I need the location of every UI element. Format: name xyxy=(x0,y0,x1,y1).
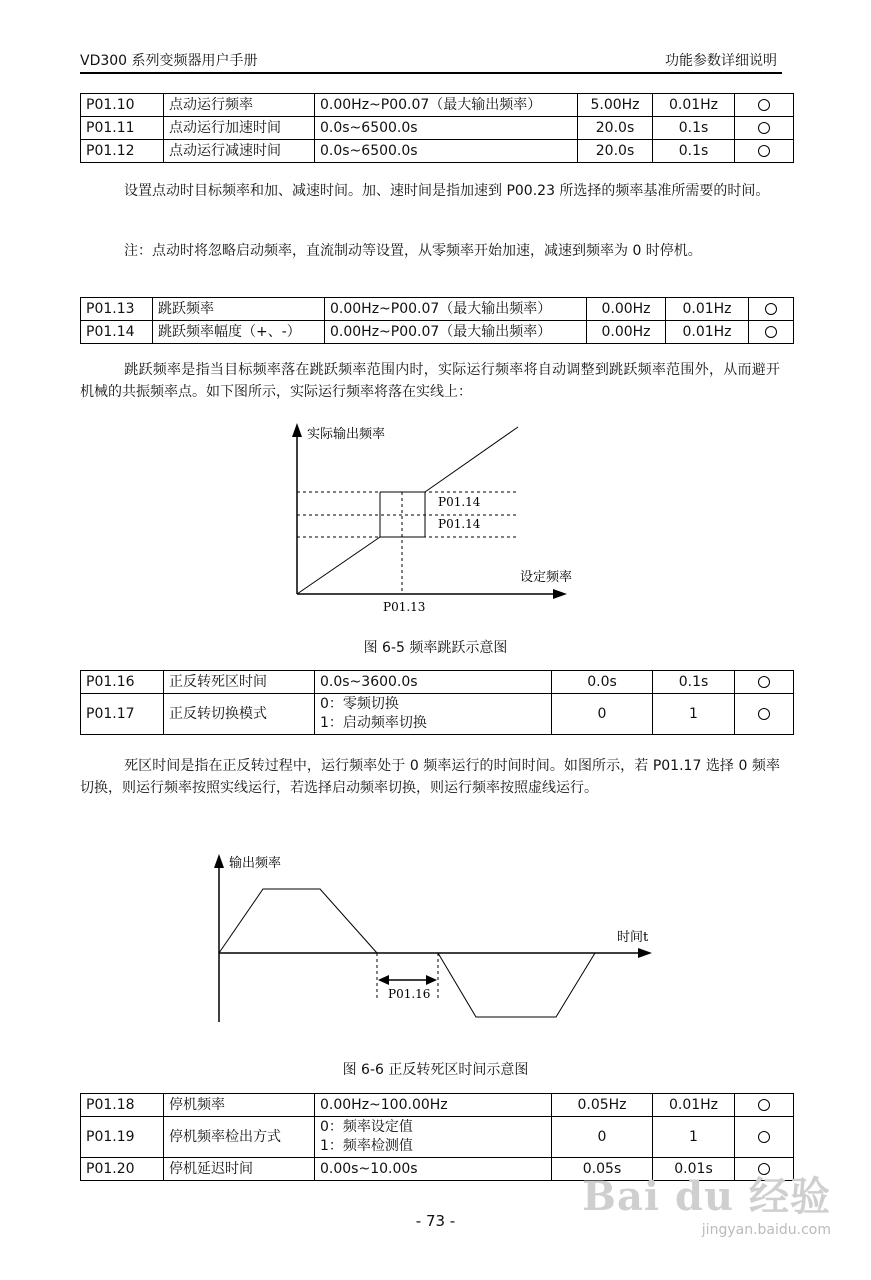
param-name: 停机频率 xyxy=(164,1094,315,1117)
paragraph-jog-desc: 设置点动时目标频率和加、减速时间。加、速时间是指加速到 P00.23 所选择的频率基准所需要的时间。 xyxy=(124,183,770,199)
param-unit: 0.01s xyxy=(653,1158,735,1181)
param-default: 0.00Hz xyxy=(587,298,666,321)
param-range: 0.0s~6500.0s xyxy=(315,117,578,140)
param-name: 正反转死区时间 xyxy=(164,671,315,694)
param-unit: 0.01Hz xyxy=(653,94,735,117)
paragraph-jog-note: 注：点动时将忽略启动频率，直流制动等设置，从零频率开始加速，减速到频率为 0 时停机。 xyxy=(124,243,702,259)
range-option: 1：启动频率切换 xyxy=(320,715,427,731)
table-row xyxy=(81,1117,794,1158)
param-name: 停机频率检出方式 xyxy=(164,1117,315,1158)
table-row xyxy=(81,694,794,735)
param-default: 0 xyxy=(552,694,653,735)
fig1-band-label-lower: P01.14 xyxy=(438,517,481,531)
param-range: 0.00Hz~P00.07（最大输出频率） xyxy=(315,94,578,117)
param-default: 0.05Hz xyxy=(552,1094,653,1117)
param-default: 20.0s xyxy=(578,117,653,140)
watermark-logo: Bai du 经验 xyxy=(582,1173,831,1220)
param-range: 0.0s~3600.0s xyxy=(315,671,552,694)
param-unit: 1 xyxy=(653,694,735,735)
param-unit: 0.1s xyxy=(653,117,735,140)
fig2-ylabel: 输出频率 xyxy=(229,856,282,871)
param-range xyxy=(315,694,552,735)
range-option: 0：零频切换 xyxy=(320,696,399,712)
param-range: 0.00s~10.00s xyxy=(315,1158,552,1181)
param-range: 0.00Hz~100.00Hz xyxy=(315,1094,552,1117)
figure-caption-6-6: 图 6-6 正反转死区时间示意图 xyxy=(342,1062,529,1078)
param-code: P01.13 xyxy=(81,298,153,321)
param-code: P01.11 xyxy=(81,117,164,140)
table-row xyxy=(81,671,794,694)
output-line-lower xyxy=(297,537,380,594)
param-default: 0.0s xyxy=(552,671,653,694)
param-unit: 0.1s xyxy=(653,140,735,163)
param-name: 点动运行加速时间 xyxy=(164,117,315,140)
forward-run-curve xyxy=(219,889,377,953)
param-range: 0.00Hz~P00.07（最大输出频率） xyxy=(325,298,587,321)
param-name: 跳跃频率 xyxy=(153,298,325,321)
param-code: P01.19 xyxy=(81,1117,164,1158)
page-number: - 73 - xyxy=(415,1212,456,1230)
range-option: 1：频率检测值 xyxy=(320,1138,413,1154)
figure-caption-6-5: 图 6-5 频率跳跃示意图 xyxy=(363,640,508,656)
fig2-y-axis-arrow-icon xyxy=(214,854,224,868)
param-table-deadband xyxy=(80,670,794,735)
modifiable-circle-icon xyxy=(758,708,770,720)
param-name: 点动运行频率 xyxy=(164,94,315,117)
param-unit: 0.01Hz xyxy=(666,298,749,321)
param-default: 20.0s xyxy=(578,140,653,163)
param-range: 0.00Hz~P00.07（最大输出频率） xyxy=(325,321,587,344)
param-code: P01.14 xyxy=(81,321,153,344)
fig2-deadband-label: P01.16 xyxy=(388,987,431,1001)
modifiable-circle-icon xyxy=(758,676,770,688)
param-name: 跳跃频率幅度（+、-） xyxy=(153,321,325,344)
header-manual-title: VD300 系列变频器用户手册 xyxy=(80,53,258,69)
param-unit: 1 xyxy=(653,1117,735,1158)
deadband-right-arrow-icon xyxy=(426,975,437,985)
param-default: 0.00Hz xyxy=(587,321,666,344)
modifiable-circle-icon xyxy=(758,1131,770,1143)
param-default: 0 xyxy=(552,1117,653,1158)
param-default: 5.00Hz xyxy=(578,94,653,117)
param-code: P01.10 xyxy=(81,94,164,117)
fig2-xlabel: 时间t xyxy=(617,930,649,945)
param-code: P01.12 xyxy=(81,140,164,163)
param-name: 正反转切换模式 xyxy=(164,694,315,735)
param-code: P01.16 xyxy=(81,671,164,694)
param-range: 0.0s~6500.0s xyxy=(315,140,578,163)
paragraph-deadband-desc: 死区时间是指在正反转过程中，运行频率处于 0 频率运行的时间时间。如图所示，若 P01.17 选择 0 频率切换，则运行频率按照实线运行，若选择启动频率切换，则运行频率按照虚线运行。 xyxy=(80,758,780,796)
param-code: P01.20 xyxy=(81,1158,164,1181)
y-axis-arrow-icon xyxy=(292,423,302,437)
fig2-x-axis-arrow-icon xyxy=(638,948,652,958)
deadband-left-arrow-icon xyxy=(378,975,389,985)
param-unit: 0.01Hz xyxy=(666,321,749,344)
header-section-title: 功能参数详细说明 xyxy=(665,53,777,69)
output-line-upper xyxy=(425,427,518,492)
baidu-watermark xyxy=(582,1165,831,1238)
reverse-run-curve xyxy=(438,953,595,1017)
table-row xyxy=(81,1094,794,1117)
fig1-xtick: P01.13 xyxy=(383,600,426,614)
fig1-band-label-upper: P01.14 xyxy=(438,495,481,509)
param-name: 点动运行减速时间 xyxy=(164,140,315,163)
x-axis-arrow-icon xyxy=(553,589,567,599)
modifiable-circle-icon xyxy=(758,1099,770,1111)
fig1-ylabel: 实际输出频率 xyxy=(307,427,386,442)
param-range xyxy=(315,1117,552,1158)
param-name: 停机延迟时间 xyxy=(164,1158,315,1181)
param-code: P01.18 xyxy=(81,1094,164,1117)
param-unit: 0.01Hz xyxy=(653,1094,735,1117)
param-code: P01.17 xyxy=(81,694,164,735)
param-unit: 0.1s xyxy=(653,671,735,694)
range-option: 0：频率设定值 xyxy=(320,1119,413,1135)
watermark-url: jingyan.baidu.com xyxy=(701,1222,831,1238)
param-default: 0.05s xyxy=(552,1158,653,1181)
paragraph-skip-desc: 跳跃频率是指当目标频率落在跳跃频率范围内时，实际运行频率将自动调整到跳跃频率范围外，从而避开机械的共振频率点。如下图所示，实际运行频率将落在实线上： xyxy=(80,362,780,400)
fig1-xlabel: 设定频率 xyxy=(520,570,573,585)
